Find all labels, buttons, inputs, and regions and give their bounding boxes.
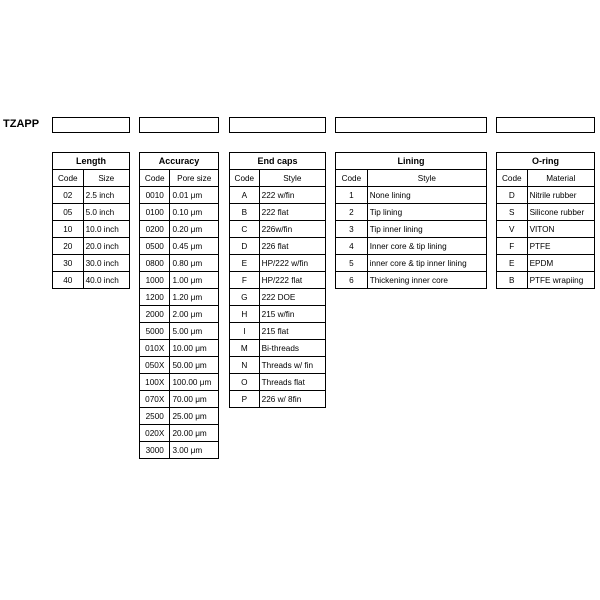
accuracy-value-cell: 0.80 μm xyxy=(170,255,219,272)
accuracy-row xyxy=(140,255,219,272)
oring-value-cell: PTFE wrapiing xyxy=(527,272,594,289)
accuracy-code-cell: 100X xyxy=(140,374,170,391)
length-table xyxy=(52,152,130,289)
endcaps-code-cell: C xyxy=(230,221,260,238)
endcaps-value-cell: 226w/fin xyxy=(259,221,325,238)
oring-row xyxy=(497,272,595,289)
accuracy-value-cell: 5.00 μm xyxy=(170,323,219,340)
accuracy-code-cell: 2000 xyxy=(140,306,170,323)
accuracy-value-cell: 1.20 μm xyxy=(170,289,219,306)
endcaps-column-header: Style xyxy=(259,170,325,187)
accuracy-value-cell: 70.00 μm xyxy=(170,391,219,408)
lining-value-cell: Tip lining xyxy=(367,204,486,221)
endcaps-row xyxy=(230,289,326,306)
accuracy-row xyxy=(140,425,219,442)
accuracy-value-cell: 0.01 μm xyxy=(170,187,219,204)
lining-column-header: Style xyxy=(367,170,486,187)
accuracy-code-cell: 2500 xyxy=(140,408,170,425)
accuracy-code-cell: 1000 xyxy=(140,272,170,289)
accuracy-row xyxy=(140,323,219,340)
length-row xyxy=(53,238,130,255)
oring-value-cell: EPDM xyxy=(527,255,594,272)
accuracy-code-cell: 3000 xyxy=(140,442,170,459)
oring-code-cell: F xyxy=(497,238,528,255)
endcaps-row xyxy=(230,187,326,204)
length-row xyxy=(53,204,130,221)
accuracy-value-cell: 100.00 μm xyxy=(170,374,219,391)
lining-value-cell: inner core & tip inner lining xyxy=(367,255,486,272)
endcaps-column-header: Code xyxy=(230,170,260,187)
endcaps-row xyxy=(230,374,326,391)
lining-title: Lining xyxy=(336,153,487,170)
accuracy-code-cell: 070X xyxy=(140,391,170,408)
endcaps-value-cell: HP/222 flat xyxy=(259,272,325,289)
accuracy-row xyxy=(140,408,219,425)
endcaps-code-cell: M xyxy=(230,340,260,357)
endcaps-code-cell: E xyxy=(230,255,260,272)
accuracy-code-cell: 0100 xyxy=(140,204,170,221)
lining-row xyxy=(336,255,487,272)
oring-code-cell: D xyxy=(497,187,528,204)
accuracy-value-cell: 1.00 μm xyxy=(170,272,219,289)
endcaps-value-cell: 226 flat xyxy=(259,238,325,255)
accuracy-code-cell: 0500 xyxy=(140,238,170,255)
length-code-cell: 20 xyxy=(53,238,84,255)
endcaps-row xyxy=(230,306,326,323)
length-column-header: Size xyxy=(83,170,129,187)
length-value-cell: 2.5 inch xyxy=(83,187,129,204)
endcaps-code-cell: A xyxy=(230,187,260,204)
lining-value-cell: Tip inner lining xyxy=(367,221,486,238)
lining-row xyxy=(336,204,487,221)
endcaps-row xyxy=(230,272,326,289)
accuracy-row xyxy=(140,238,219,255)
endcaps-code-cell: F xyxy=(230,272,260,289)
accuracy-row xyxy=(140,357,219,374)
lining-code-cell: 3 xyxy=(336,221,368,238)
endcaps-value-cell: Threads w/ fin xyxy=(259,357,325,374)
length-value-cell: 20.0 inch xyxy=(83,238,129,255)
endcaps-value-cell: 222 w/fin xyxy=(259,187,325,204)
accuracy-row xyxy=(140,187,219,204)
accuracy-value-cell: 0.10 μm xyxy=(170,204,219,221)
accuracy-row xyxy=(140,374,219,391)
length-row xyxy=(53,221,130,238)
accuracy-code-cell: 0800 xyxy=(140,255,170,272)
endcaps-code-cell: H xyxy=(230,306,260,323)
oring-table xyxy=(496,152,595,289)
length-value-cell: 30.0 inch xyxy=(83,255,129,272)
lining-row xyxy=(336,187,487,204)
endcaps-row xyxy=(230,391,326,408)
oring-row xyxy=(497,255,595,272)
accuracy-code-cell: 0010 xyxy=(140,187,170,204)
lining-value-cell: Thickening inner core xyxy=(367,272,486,289)
lining-code-cell: 1 xyxy=(336,187,368,204)
lining-code-cell: 2 xyxy=(336,204,368,221)
accuracy-row xyxy=(140,272,219,289)
oring-value-cell: VITON xyxy=(527,221,594,238)
oring-title: O-ring xyxy=(497,153,595,170)
accuracy-code-cell: 050X xyxy=(140,357,170,374)
lining-row xyxy=(336,238,487,255)
endcaps-value-cell: 215 flat xyxy=(259,323,325,340)
model-prefix: TZAPP xyxy=(3,118,40,130)
lining-row xyxy=(336,221,487,238)
endcaps-code-cell: I xyxy=(230,323,260,340)
accuracy-value-cell: 25.00 μm xyxy=(170,408,219,425)
length-row xyxy=(53,255,130,272)
oring-row xyxy=(497,238,595,255)
accuracy-value-cell: 50.00 μm xyxy=(170,357,219,374)
endcaps-code-box xyxy=(229,117,326,133)
length-code-cell: 10 xyxy=(53,221,84,238)
oring-code-cell: B xyxy=(497,272,528,289)
lining-code-cell: 6 xyxy=(336,272,368,289)
length-row xyxy=(53,187,130,204)
length-column-header: Code xyxy=(53,170,84,187)
length-code-cell: 40 xyxy=(53,272,84,289)
oring-value-cell: Silicone rubber xyxy=(527,204,594,221)
oring-column-header: Code xyxy=(497,170,528,187)
endcaps-value-cell: Bi-threads xyxy=(259,340,325,357)
accuracy-row xyxy=(140,391,219,408)
accuracy-code-cell: 020X xyxy=(140,425,170,442)
accuracy-title: Accuracy xyxy=(140,153,219,170)
oring-code-cell: E xyxy=(497,255,528,272)
endcaps-row xyxy=(230,221,326,238)
oring-value-cell: PTFE xyxy=(527,238,594,255)
accuracy-code-cell: 1200 xyxy=(140,289,170,306)
oring-value-cell: Nitrile rubber xyxy=(527,187,594,204)
length-code-cell: 30 xyxy=(53,255,84,272)
accuracy-row xyxy=(140,221,219,238)
accuracy-row xyxy=(140,442,219,459)
accuracy-column-header: Code xyxy=(140,170,170,187)
lining-row xyxy=(336,272,487,289)
oring-row xyxy=(497,221,595,238)
accuracy-row xyxy=(140,204,219,221)
endcaps-row xyxy=(230,238,326,255)
oring-row xyxy=(497,204,595,221)
length-code-cell: 05 xyxy=(53,204,84,221)
oring-row xyxy=(497,187,595,204)
length-title: Length xyxy=(53,153,130,170)
endcaps-code-cell: G xyxy=(230,289,260,306)
accuracy-table xyxy=(139,152,219,459)
length-value-cell: 10.0 inch xyxy=(83,221,129,238)
endcaps-value-cell: 215 w/fin xyxy=(259,306,325,323)
accuracy-value-cell: 3.00 μm xyxy=(170,442,219,459)
oring-code-cell: S xyxy=(497,204,528,221)
endcaps-row xyxy=(230,204,326,221)
endcaps-row xyxy=(230,357,326,374)
endcaps-value-cell: HP/222 w/fin xyxy=(259,255,325,272)
length-row xyxy=(53,272,130,289)
length-value-cell: 40.0 inch xyxy=(83,272,129,289)
accuracy-value-cell: 0.20 μm xyxy=(170,221,219,238)
accuracy-value-cell: 10.00 μm xyxy=(170,340,219,357)
endcaps-code-cell: P xyxy=(230,391,260,408)
accuracy-code-box xyxy=(139,117,219,133)
endcaps-value-cell: 222 DOE xyxy=(259,289,325,306)
accuracy-row xyxy=(140,306,219,323)
accuracy-column-header: Pore size xyxy=(170,170,219,187)
lining-table xyxy=(335,152,487,289)
endcaps-code-cell: O xyxy=(230,374,260,391)
endcaps-value-cell: Threads flat xyxy=(259,374,325,391)
endcaps-value-cell: 222 flat xyxy=(259,204,325,221)
lining-value-cell: None lining xyxy=(367,187,486,204)
length-value-cell: 5.0 inch xyxy=(83,204,129,221)
endcaps-row xyxy=(230,323,326,340)
endcaps-row xyxy=(230,340,326,357)
length-code-cell: 02 xyxy=(53,187,84,204)
oring-code-cell: V xyxy=(497,221,528,238)
accuracy-code-cell: 010X xyxy=(140,340,170,357)
endcaps-code-cell: B xyxy=(230,204,260,221)
endcaps-table xyxy=(229,152,326,408)
accuracy-value-cell: 20.00 μm xyxy=(170,425,219,442)
lining-code-cell: 4 xyxy=(336,238,368,255)
endcaps-code-cell: N xyxy=(230,357,260,374)
length-code-box xyxy=(52,117,130,133)
accuracy-value-cell: 0.45 μm xyxy=(170,238,219,255)
accuracy-code-cell: 0200 xyxy=(140,221,170,238)
lining-code-box xyxy=(335,117,487,133)
accuracy-value-cell: 2.00 μm xyxy=(170,306,219,323)
endcaps-value-cell: 226 w/ 8fin xyxy=(259,391,325,408)
endcaps-row xyxy=(230,255,326,272)
lining-code-cell: 5 xyxy=(336,255,368,272)
oring-code-box xyxy=(496,117,595,133)
oring-column-header: Material xyxy=(527,170,594,187)
accuracy-row xyxy=(140,340,219,357)
lining-column-header: Code xyxy=(336,170,368,187)
accuracy-code-cell: 5000 xyxy=(140,323,170,340)
lining-value-cell: Inner core & tip lining xyxy=(367,238,486,255)
endcaps-code-cell: D xyxy=(230,238,260,255)
accuracy-row xyxy=(140,289,219,306)
endcaps-title: End caps xyxy=(230,153,326,170)
